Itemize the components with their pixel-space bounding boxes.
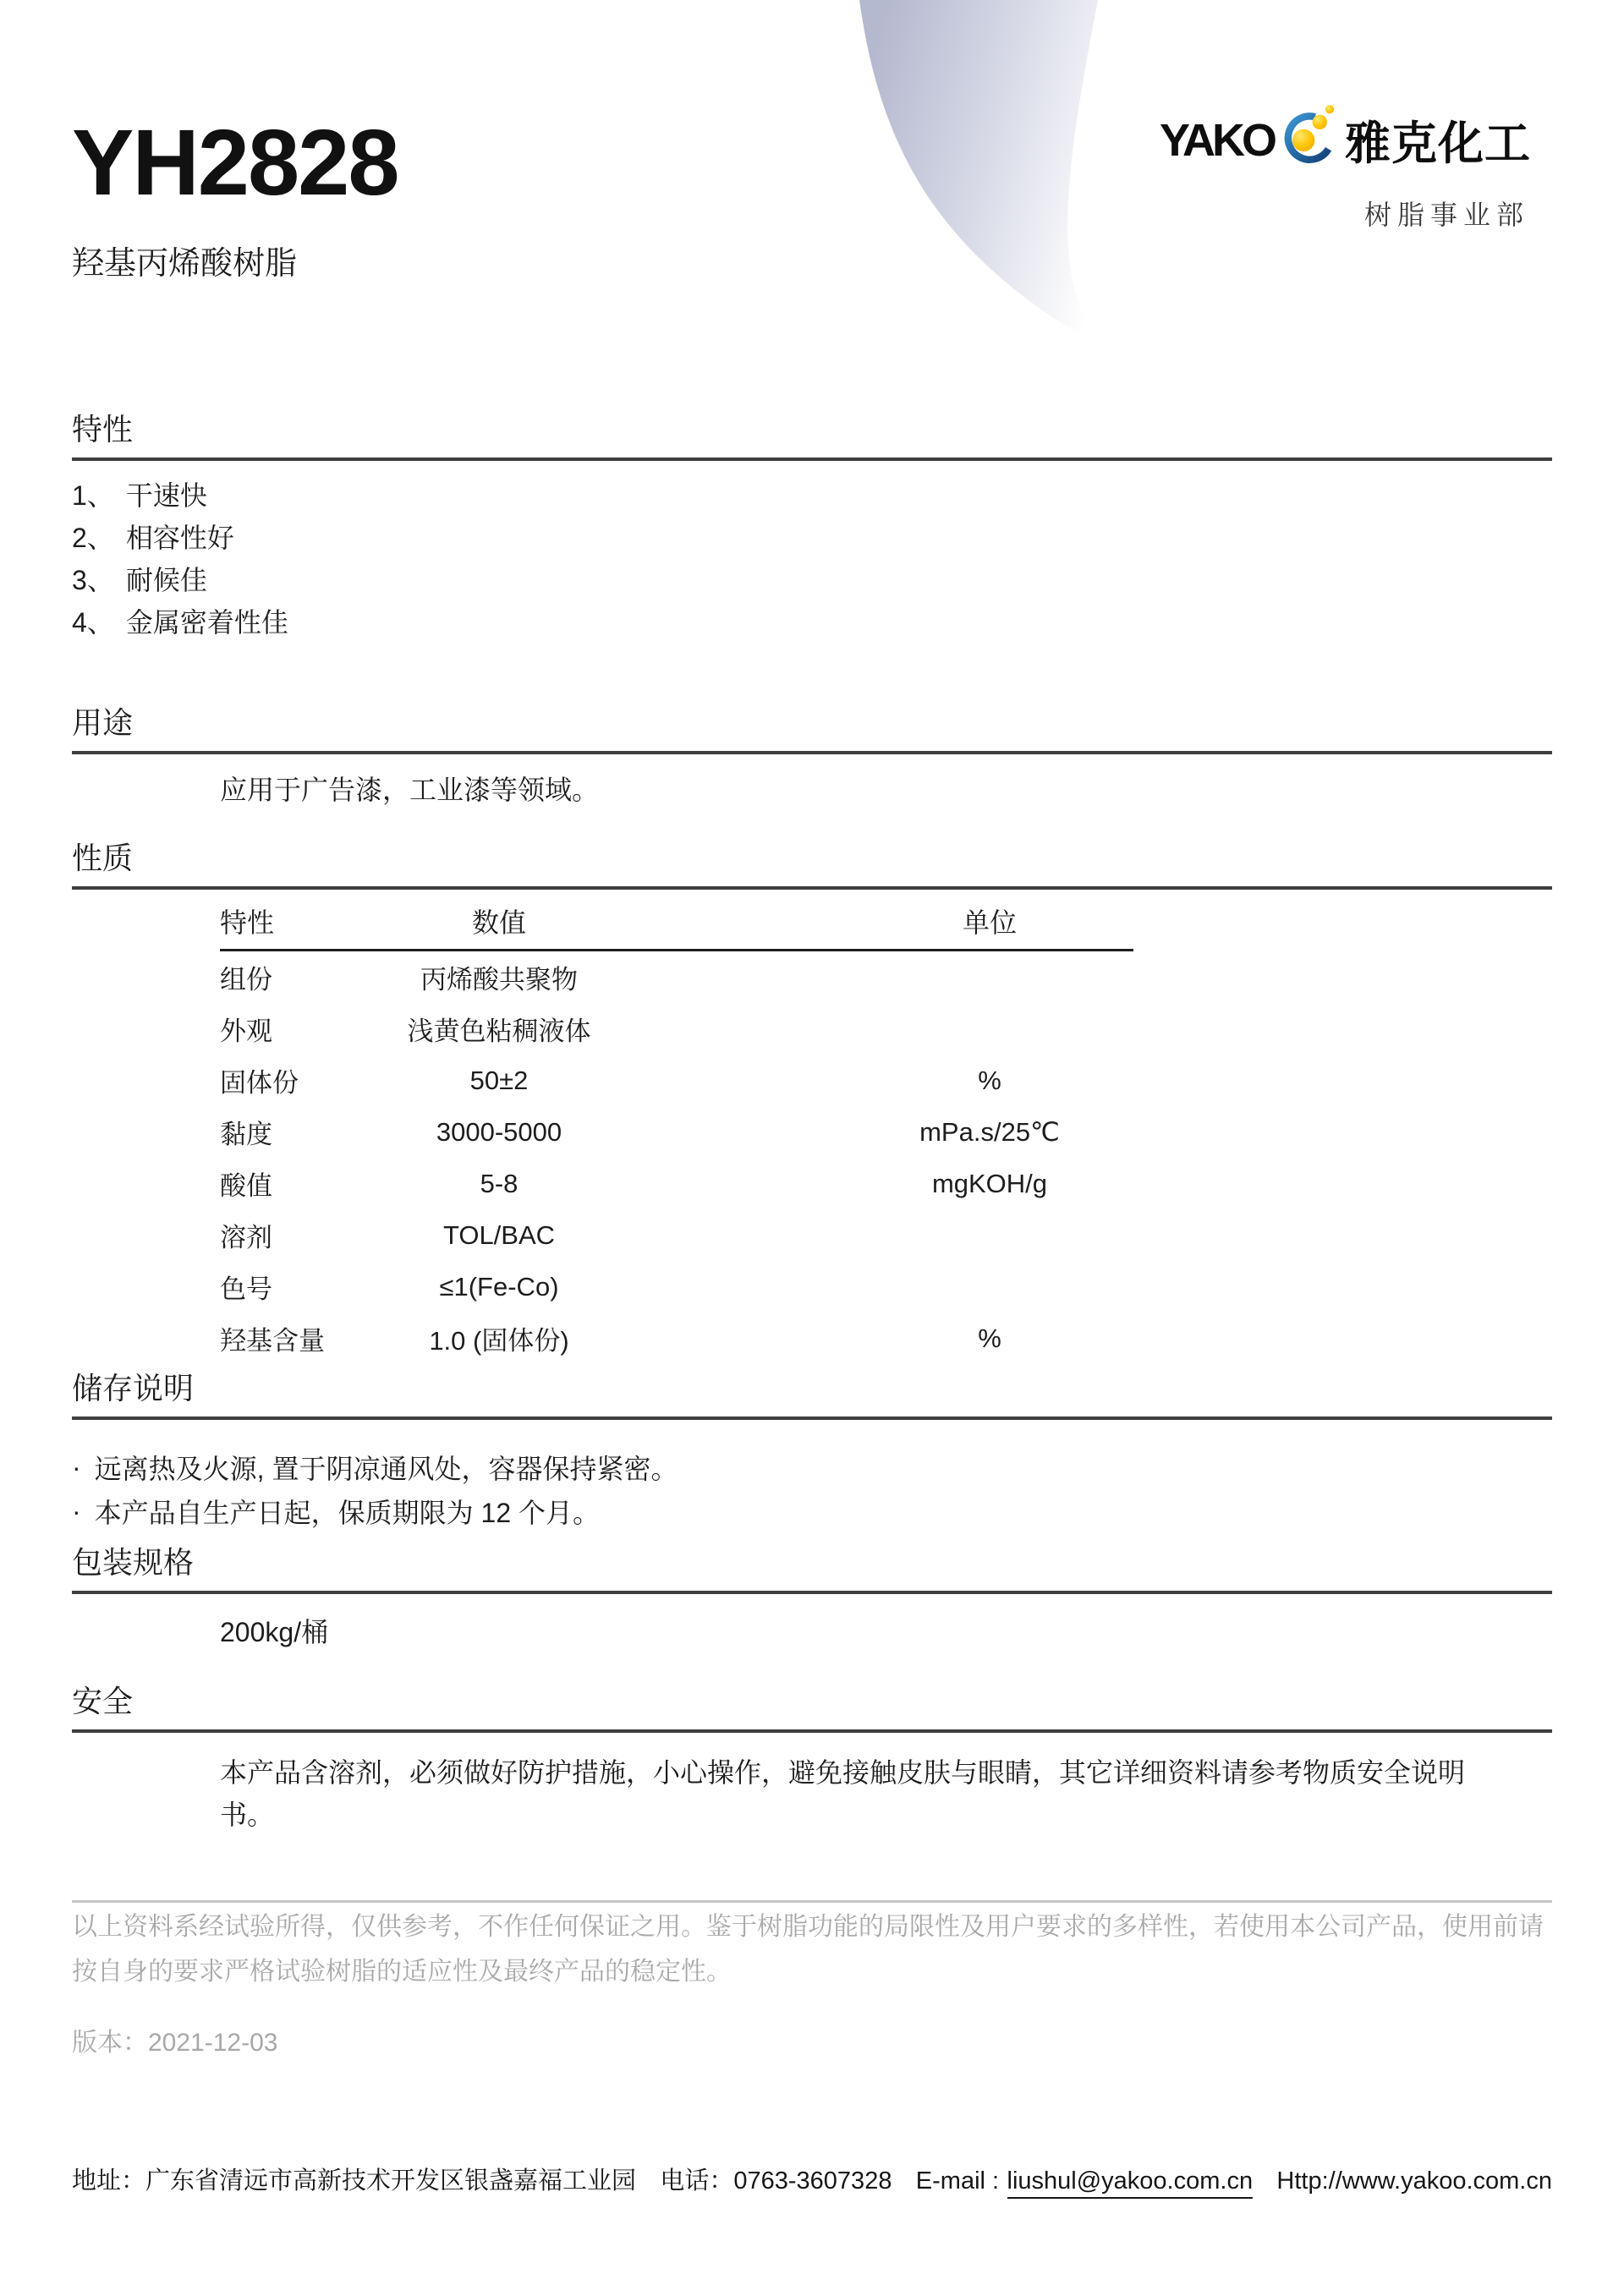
section-usage [72, 704, 1552, 808]
item-text: 金属密着性佳 [125, 607, 288, 638]
address-text: 广东省清远市高新技术开发区银盏嘉福工业园 [145, 2167, 637, 2195]
phone-label: 电话： [660, 2167, 734, 2195]
disclaimer-text: 以上资料系经试验所得，仅供参考，不作任何保证之用。鉴于树脂功能的局限性及用户要求的多样性，若使用本公司产品，使用前请按自身的要求严格试验树脂的适应性及最终产品的稳定性。 [72, 1913, 1544, 1986]
email-link[interactable]: liushul@yakoo.com.cn [1007, 2167, 1254, 2199]
company-logo [1160, 98, 1531, 233]
table-row [220, 1003, 1133, 1055]
item-text: 远离热及火源, 置于阴凉通风处，容器保持紧密。 [94, 1454, 678, 1484]
bullet: · [72, 1495, 81, 1526]
item-number: 2、 [72, 523, 114, 553]
section-properties [72, 840, 1552, 1364]
cell-property: 酸值 [220, 1171, 272, 1201]
features-list [72, 461, 1552, 642]
section-safety-title: 安全 [72, 1683, 1552, 1733]
cell-value: 丙烯酸共聚物 [420, 965, 578, 995]
packaging-text: 200kg/桶 [220, 1617, 329, 1647]
column-header: 特性 [220, 907, 275, 938]
list-item [72, 473, 1552, 515]
item-text: 耐候佳 [125, 565, 207, 595]
item-number: 4、 [72, 607, 114, 638]
section-features-title: 特性 [72, 411, 1552, 461]
safety-text: 本产品含溶剂，必须做好防护措施，小心操作，避免接触皮肤与眼睛，其它详细资料请参考物质安全说明书。 [220, 1757, 1466, 1830]
website-url: Http://www.yakoo.com.cn [1276, 2167, 1552, 2195]
cell-value: 3000-5000 [436, 1116, 562, 1147]
cell-unit: % [978, 1065, 1001, 1095]
list-item [72, 557, 1552, 600]
storage-list [72, 1420, 1552, 1533]
bullet: · [72, 1451, 81, 1482]
cell-value: ≤1(Fe-Co) [439, 1271, 559, 1301]
table-row [220, 1312, 1133, 1364]
table-row [220, 951, 1133, 1003]
cell-property: 色号 [220, 1274, 272, 1304]
section-usage-title: 用途 [72, 704, 1552, 754]
column-header: 数值 [471, 907, 526, 938]
phone-number: 0763-3607328 [733, 2167, 892, 2195]
cell-property: 固体份 [220, 1068, 299, 1098]
section-storage-title: 储存说明 [72, 1370, 1552, 1420]
list-item [72, 1445, 1552, 1489]
table-row [220, 1106, 1133, 1158]
cell-property: 溶剂 [220, 1223, 272, 1252]
logo-brand-chinese: 雅克化工 [1345, 118, 1531, 169]
logo-brand-text: YAKO [1159, 114, 1274, 166]
table-row [220, 1261, 1133, 1312]
cell-property: 黏度 [220, 1120, 272, 1149]
item-number: 1、 [72, 480, 114, 511]
column-header: 单位 [962, 907, 1017, 938]
cell-value: TOL/BAC [442, 1219, 556, 1250]
cell-value: 1.0 (固体份) [429, 1326, 569, 1356]
table-row [220, 1055, 1133, 1106]
item-text: 相容性好 [125, 523, 234, 553]
footer-divider [72, 1900, 1552, 1903]
usage-text: 应用于广告漆，工业漆等领域。 [220, 775, 600, 805]
table-row [220, 1209, 1133, 1261]
cell-property: 羟基含量 [220, 1326, 325, 1356]
contact-footer [72, 2162, 1552, 2199]
item-text: 干速快 [125, 480, 207, 511]
item-text: 本产品自生产日起，保质期限为 12 个月。 [94, 1498, 601, 1528]
logo-division-text: 树脂事业部 [1363, 200, 1529, 230]
cell-value: 5-8 [480, 1168, 518, 1198]
email-label: E-mail : [915, 2167, 1000, 2195]
section-packaging-title: 包装规格 [72, 1544, 1552, 1594]
cell-unit: mPa.s/25℃ [919, 1116, 1060, 1147]
table-header-row [220, 890, 1133, 951]
list-item [72, 515, 1552, 557]
list-item [72, 1489, 1552, 1533]
table-body [220, 951, 1133, 1364]
list-item [72, 600, 1552, 642]
page-title: YH2828 [72, 111, 398, 215]
version-text: 版本：2021-12-03 [72, 2029, 278, 2057]
section-properties-title: 性质 [72, 840, 1552, 890]
section-storage [72, 1370, 1552, 1533]
cell-property: 组份 [220, 965, 272, 995]
cell-unit: % [978, 1323, 1001, 1353]
section-safety [72, 1683, 1552, 1836]
section-features [72, 411, 1552, 642]
cell-unit: mgKOH/g [931, 1168, 1048, 1198]
address-label: 地址： [72, 2167, 146, 2195]
cell-property: 外观 [220, 1016, 272, 1046]
section-packaging [72, 1544, 1552, 1650]
item-number: 3、 [72, 565, 114, 595]
cell-value: 浅黄色粘稠液体 [407, 1016, 591, 1046]
properties-table [220, 890, 1133, 1364]
product-type-subtitle: 羟基丙烯酸树脂 [72, 246, 298, 282]
cell-value: 50±2 [469, 1065, 529, 1095]
yako-orbit-logo-icon [1279, 98, 1340, 182]
table-row [220, 1158, 1133, 1209]
